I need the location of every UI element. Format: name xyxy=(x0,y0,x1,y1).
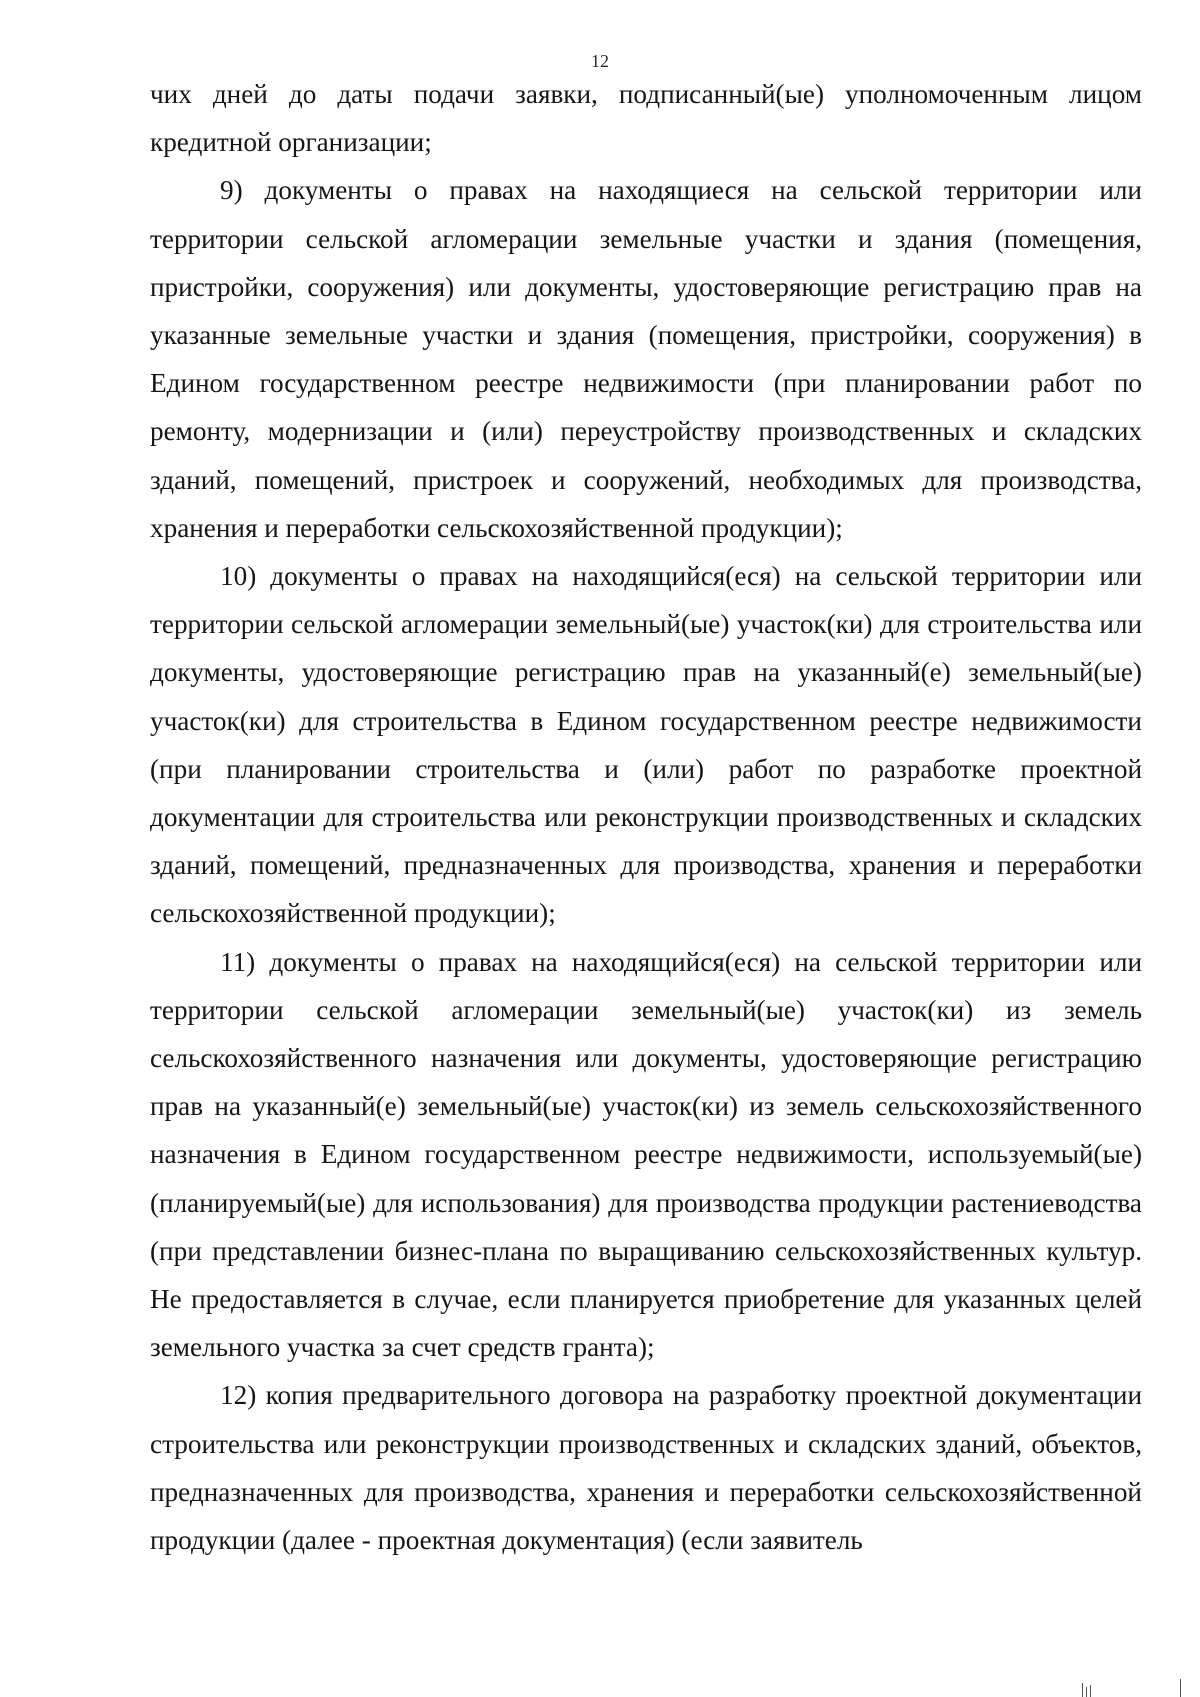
paragraph-item-12: 12) копия предварительного договора на разработку проектной документации строительства или реконструкции производственных и складских зданий, объектов, предназначенных для производства, хранения и переработки сельскохозяйственной продукции (далее - проектная документация) (если заявитель xyxy=(150,1380,1142,1556)
scan-mark xyxy=(1086,1687,1087,1697)
paragraph-item-9: 9) документы о правах на находящиеся на сельской территории или территории сельской агломерации земельные участки и здания (помещения, пристройки, сооружения) или документы, удостоверяющие регистрацию прав на указанные земельные участки и здания (помещения, пристройки, сооружения) в Едином государственном реестре недвижимости (при планировании работ по ремонту, модернизации и (или) переустройству производственных и складских зданий, помещений, пристроек и сооружений, необходимых для производства, хранения и переработки сельскохозяйственной продукции); xyxy=(150,175,1142,543)
page-number: 12 xyxy=(591,51,609,71)
scan-mark xyxy=(1082,1683,1083,1697)
document-body xyxy=(150,70,1142,1564)
scan-mark xyxy=(1180,1679,1181,1697)
paragraph-item-11: 11) документы о правах на находящийся(еся) на сельской территории или территории сельской агломерации земельный(ые) участок(ки) из земель сельскохозяйственного назначения или документы, удостоверяющие регистрацию прав на указанный(е) земельный(ые) участок(ки) из земель сельскохозяйственного назначения в Едином государственном реестре недвижимости, используемый(ые) (планируемый(ые) для использования) для производства продукции растениеводства (при представлении бизнес-плана по выращиванию сельскохозяйственных культур. Не предоставляется в случае, если планируется приобретение для указанных целей земельного участка за счет средств гранта); xyxy=(150,946,1142,1363)
paragraph-item-10: 10) документы о правах на находящийся(еся) на сельской территории или территории сельской агломерации земельный(ые) участок(ки) для строительства или документы, удостоверяющие регистрацию прав на указанный(е) земельный(ые) участок(ки) для строительства в Едином государственном реестре недвижимости (при планировании строительства и (или) работ по разработке проектной документации для строительства или реконструкции производственных и складских зданий, помещений, предназначенных для производства, хранения и переработки сельскохозяйственной продукции); xyxy=(150,561,1142,929)
scan-mark xyxy=(1090,1685,1091,1697)
paragraph-continuation: чих дней до даты подачи заявки, подписанный(ые) уполномоченным лицом кредитной организации; xyxy=(150,79,1142,158)
